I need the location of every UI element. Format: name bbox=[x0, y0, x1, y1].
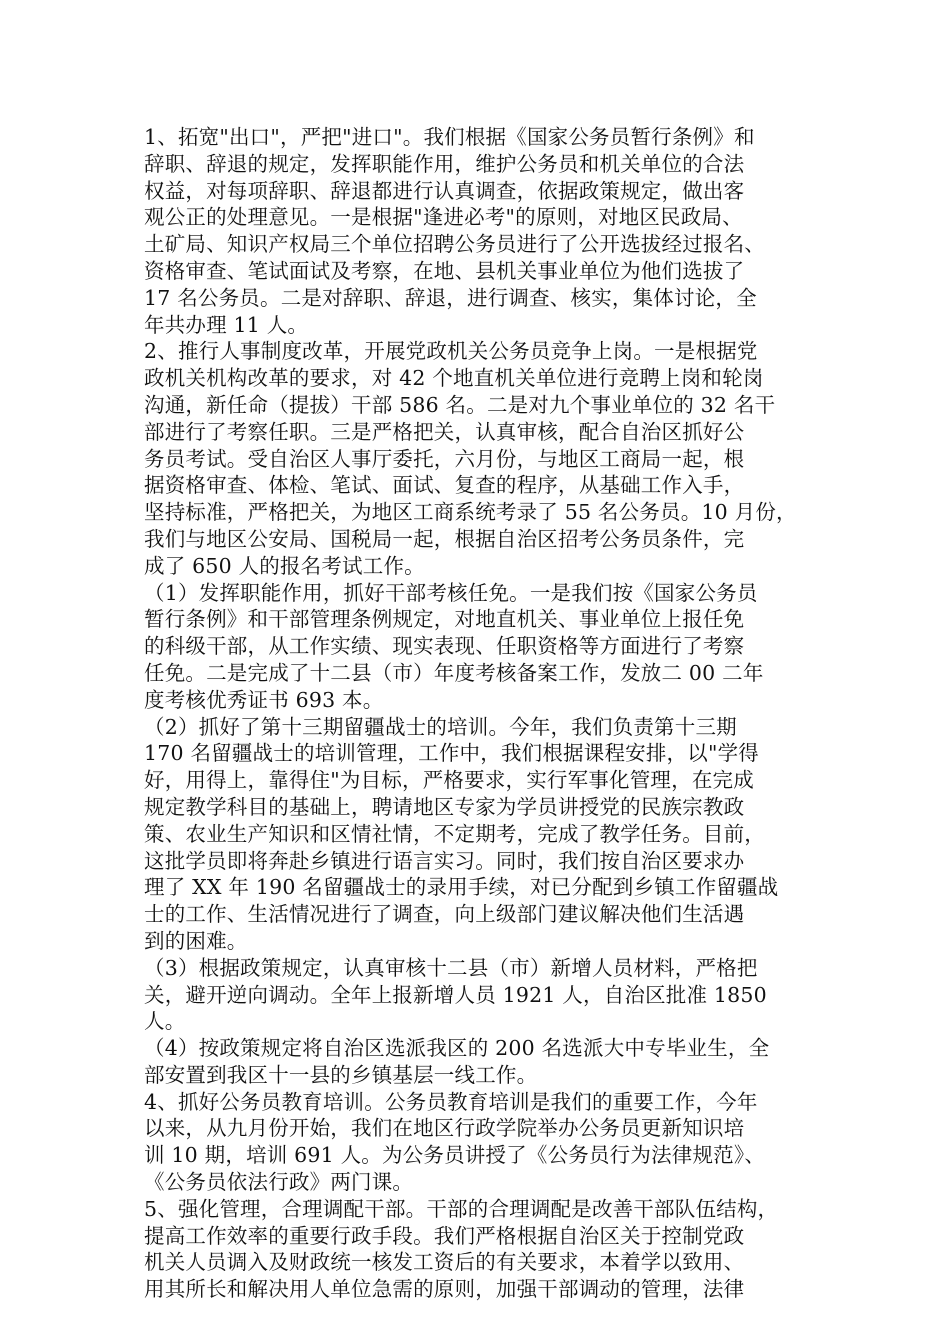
text-line: 资格审查、笔试面试及考察，在地、县机关事业单位为他们选拔了 bbox=[144, 258, 745, 283]
text-line: 据资格审查、体检、笔试、面试、复查的程序，从基础工作入手， bbox=[144, 473, 745, 498]
text-line: （3）根据政策规定，认真审核十二县（市）新增人员材料，严格把 bbox=[144, 955, 758, 980]
text-line: 关，避开逆向调动。全年上报新增人员 1921 人，自治区批准 1850 bbox=[144, 982, 767, 1007]
text-line: 训 10 期，培训 691 人。为公务员讲授了《公务员行为法律规范》、 bbox=[144, 1143, 766, 1168]
text-line: 4、抓好公务员教育培训。公务员教育培训是我们的重要工作，今年 bbox=[144, 1089, 758, 1114]
text-line: 用其所长和解决用人单位急需的原则，加强干部调动的管理，法律 bbox=[144, 1277, 745, 1302]
text-line: 年共办理 11 人。 bbox=[144, 312, 309, 337]
text-line: 到的困难。 bbox=[144, 928, 248, 953]
text-line: 成了 650 人的报名考试工作。 bbox=[144, 553, 425, 578]
text-line: 观公正的处理意见。一是根据"逢进必考"的原则，对地区民政局、 bbox=[144, 205, 743, 230]
text-line: 度考核优秀证书 693 本。 bbox=[144, 687, 384, 712]
text-line: 好，用得上，靠得住"为目标，严格要求，实行军事化管理，在完成 bbox=[144, 768, 754, 793]
text-line: 策、农业生产知识和区情社情，不定期考，完成了教学任务。目前， bbox=[144, 821, 765, 846]
text-line: 士的工作、生活情况进行了调查，向上级部门建议解决他们生活遇 bbox=[144, 902, 745, 927]
text-line: 以来，从九月份开始，我们在地区行政学院举办公务员更新知识培 bbox=[144, 1116, 745, 1141]
text-line: 任免。二是完成了十二县（市）年度考核备案工作，发放二 00 二年 bbox=[144, 660, 764, 685]
text-line: 辞职、辞退的规定，发挥职能作用，维护公务员和机关单位的合法 bbox=[144, 151, 745, 176]
text-line: 提高工作效率的重要行政手段。我们严格根据自治区关于控制党政 bbox=[144, 1223, 745, 1248]
text-line: 这批学员即将奔赴乡镇进行语言实习。同时，我们按自治区要求办 bbox=[144, 848, 745, 873]
text-line: 坚持标准，严格把关，为地区工商系统考录了 55 名公务员。10 月份， bbox=[144, 500, 797, 525]
text-line: 沟通，新任命（提拔）干部 586 名。二是对九个事业单位的 32 名干 bbox=[144, 392, 776, 417]
document-body bbox=[144, 124, 820, 1303]
text-line: （4）按政策规定将自治区选派我区的 200 名选派大中专毕业生，全 bbox=[144, 1036, 770, 1061]
text-line: 机关人员调入及财政统一核发工资后的有关要求，本着学以致用、 bbox=[144, 1250, 745, 1275]
text-line: 2、推行人事制度改革，开展党政机关公务员竞争上岗。一是根据党 bbox=[144, 339, 758, 364]
text-line: 的科级干部，从工作实绩、现实表现、任职资格等方面进行了考察 bbox=[144, 634, 745, 659]
text-line: 政机关机构改革的要求，对 42 个地直机关单位进行竞聘上岗和轮岗 bbox=[144, 366, 764, 391]
text-line: （1）发挥职能作用，抓好干部考核任免。一是我们按《国家公务员 bbox=[144, 580, 758, 605]
text-line: 规定教学科目的基础上，聘请地区专家为学员讲授党的民族宗教政 bbox=[144, 794, 745, 819]
text-line: 1、拓宽"出口"，严把"进口"。我们根据《国家公务员暂行条例》和 bbox=[144, 125, 755, 149]
text-line: 《公务员依法行政》两门课。 bbox=[144, 1170, 414, 1195]
text-line: （2）抓好了第十三期留疆战士的培训。今年，我们负责第十三期 bbox=[144, 714, 737, 739]
text-line: 务员考试。受自治区人事厅委托，六月份，与地区工商局一起，根 bbox=[144, 446, 745, 471]
text-line: 17 名公务员。二是对辞职、辞退，进行调查、核实，集体讨论，全 bbox=[144, 285, 757, 310]
text-line: 5、强化管理，合理调配干部。干部的合理调配是改善干部队伍结构， bbox=[144, 1196, 779, 1221]
text-line: 人。 bbox=[144, 1009, 186, 1034]
text-line: 权益，对每项辞职、辞退都进行认真调查，依据政策规定，做出客 bbox=[144, 178, 745, 203]
text-line: 土矿局、知识产权局三个单位招聘公务员进行了公开选拔经过报名、 bbox=[144, 232, 765, 257]
text-line: 部安置到我区十一县的乡镇基层一线工作。 bbox=[144, 1062, 538, 1087]
text-line: 170 名留疆战士的培训管理，工作中，我们根据课程安排，以"学得 bbox=[144, 741, 759, 766]
text-line: 理了 XX 年 190 名留疆战士的录用手续，对已分配到乡镇工作留疆战 bbox=[144, 875, 779, 900]
text-line: 暂行条例》和干部管理条例规定，对地直机关、事业单位上报任免 bbox=[144, 607, 745, 632]
text-line: 部进行了考察任职。三是严格把关，认真审核，配合自治区抓好公 bbox=[144, 419, 745, 444]
text-line: 我们与地区公安局、国税局一起，根据自治区招考公务员条件，完 bbox=[144, 526, 745, 551]
